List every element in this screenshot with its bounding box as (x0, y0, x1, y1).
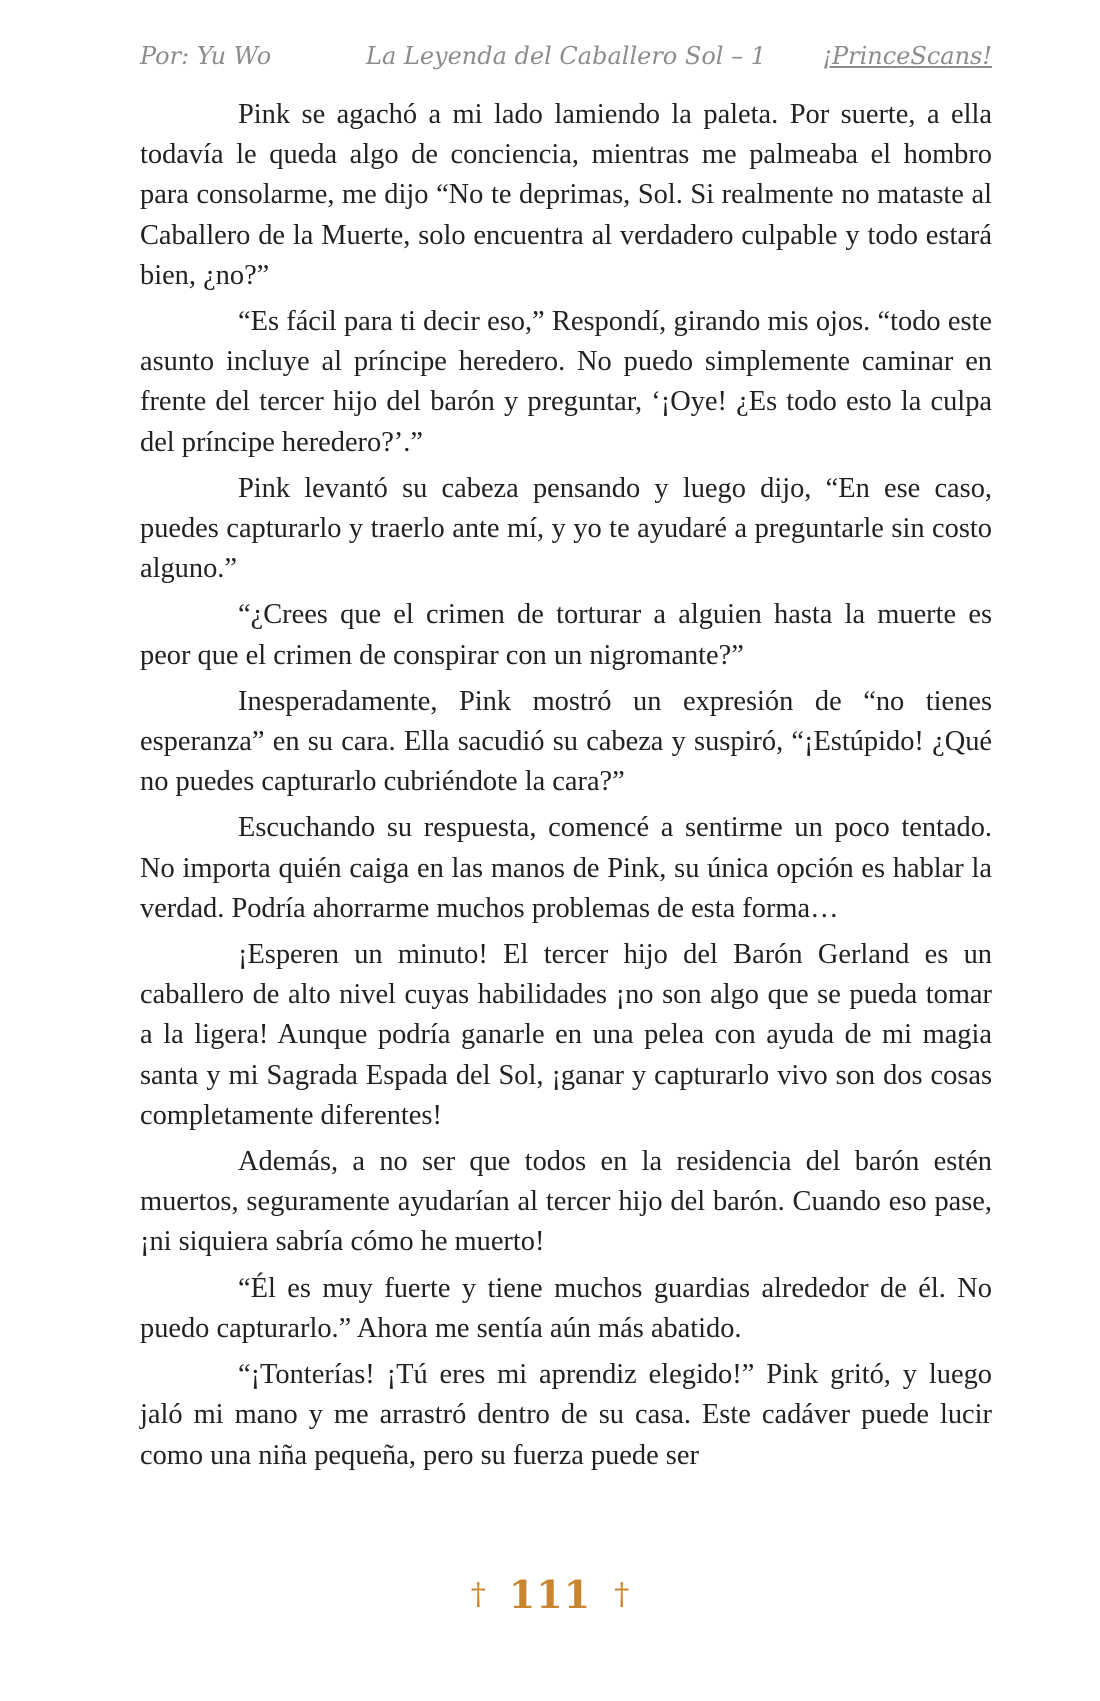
paragraph: “Es fácil para ti decir eso,” Respondí, girando mis ojos. “todo este asunto incluye al príncipe heredero. No puedo simplemente caminar en frente del tercer hijo del barón y preguntar, ‘¡Oye! ¿Es todo esto la culpa del príncipe heredero?’.” (140, 306, 992, 458)
body-text (140, 95, 992, 1482)
paragraph: “¡Tonterías! ¡Tú eres mi aprendiz elegido!” Pink gritó, y luego jaló mi mano y me arrastró dentro de su casa. Este cadáver puede lucir como una niña pequeña, pero su fuerza puede ser (140, 1359, 992, 1471)
paragraph: “¿Crees que el crimen de torturar a alguien hasta la muerte es peor que el crimen de conspirar con un nigromante?” (140, 599, 992, 671)
paragraph: Pink levantó su cabeza pensando y luego dijo, “En ese caso, puedes capturarlo y traerlo ante mí, y yo te ayudaré a preguntarle sin costo alguno.” (140, 472, 992, 585)
page-footer (0, 1572, 1100, 1617)
dagger-ornament-icon: † (470, 1577, 486, 1612)
paragraph: Inesperadamente, Pink mostró un expresión de “no tienes esperanza” en su cara. Ella sacudió su cabeza y suspiró, “¡Estúpido! ¿Qué no puedes capturarlo cubriéndote la cara?” (140, 685, 992, 798)
paragraph: Además, a no ser que todos en la residencia del barón estén muertos, seguramente ayudarían al tercer hijo del barón. Cuando eso pase, ¡ni siquiera sabría cómo he muerto! (140, 1146, 992, 1258)
page-number: 111 (508, 1572, 592, 1617)
header-book-title: La Leyenda del Caballero Sol – 1 (366, 42, 766, 70)
paragraph: Escuchando su respuesta, comencé a sentirme un poco tentado. No importa quién caiga en las manos de Pink, su única opción es hablar la verdad. Podría ahorrarme muchos problemas de esta forma… (140, 812, 992, 924)
header-scanlation-group: ¡PrinceScans! (822, 42, 992, 70)
header-author: Por: Yu Wo (140, 42, 272, 70)
paragraph: “Él es muy fuerte y tiene muchos guardias alrededor de él. No puedo capturarlo.” Ahora me sentía aún más abatido. (140, 1272, 992, 1344)
paragraph: ¡Esperen un minuto! El tercer hijo del Barón Gerland es un caballero de alto nivel cuyas habilidades ¡no son algo que se pueda tomar a la ligera! Aunque podría ganarle en una pelea con ayuda de mi magia santa y mi Sagrada Espada del Sol, ¡ganar y capturarlo vivo son dos cosas completamente diferentes! (140, 939, 992, 1131)
paragraph: Pink se agachó a mi lado lamiendo la paleta. Por suerte, a ella todavía le queda algo de conciencia, mientras me palmeaba el hombro para consolarme, me dijo “No te deprimas, Sol. Si realmente no mataste al Caballero de la Muerte, solo encuentra al verdadero culpable y todo estará bien, ¿no?” (140, 99, 992, 291)
running-header (140, 42, 992, 82)
dagger-ornament-icon: † (614, 1577, 630, 1612)
